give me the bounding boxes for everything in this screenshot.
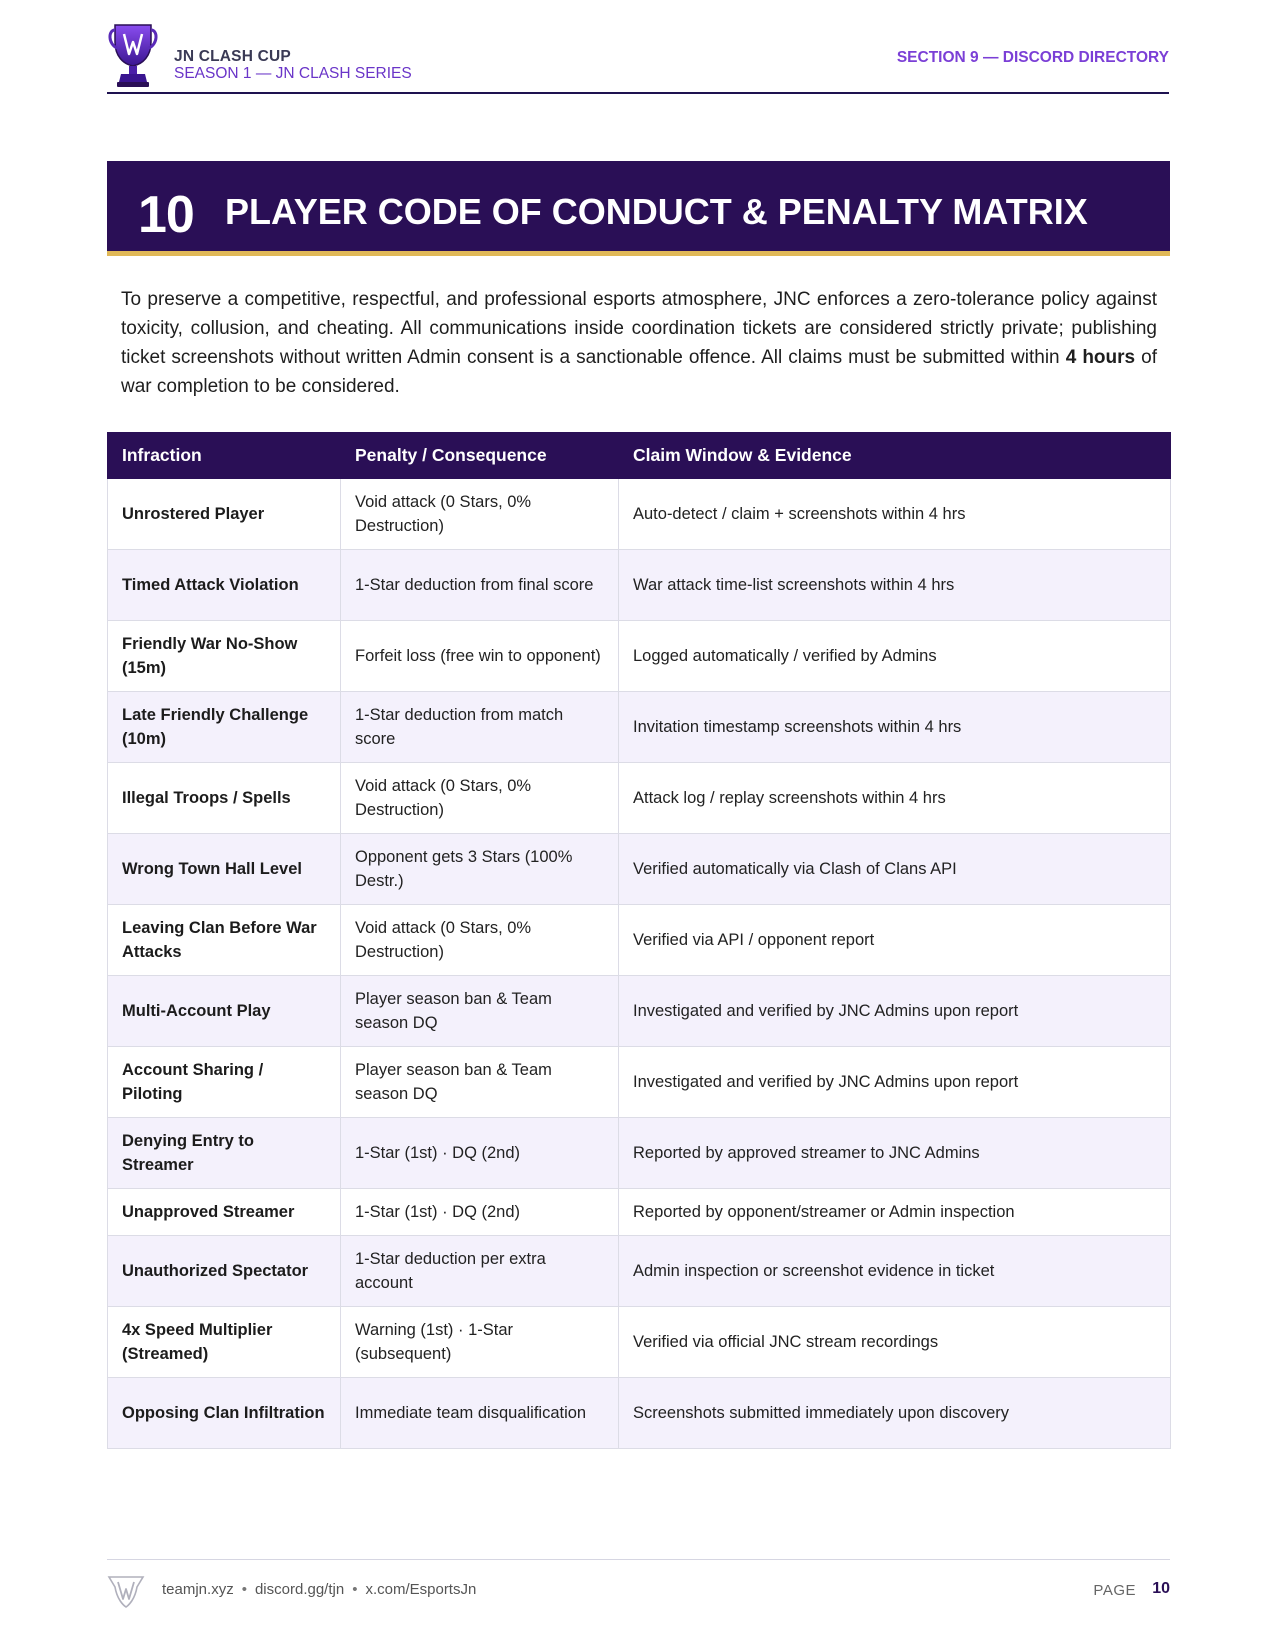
table-row (108, 1047, 1171, 1118)
brand-subtitle: SEASON 1 — JN CLASH SERIES (174, 65, 412, 82)
table-row (108, 1378, 1171, 1449)
table-row (108, 1307, 1171, 1378)
claim-cell: Investigated and verified by JNC Admins upon report (619, 976, 1171, 1047)
table-row (108, 692, 1171, 763)
penalty-cell: Warning (1st) · 1-Star (subsequent) (341, 1307, 619, 1378)
header-claim-window: Claim Window & Evidence (619, 433, 1171, 479)
table-row (108, 763, 1171, 834)
infraction-cell: Illegal Troops / Spells (108, 763, 341, 834)
footer-separator: • (241, 1581, 247, 1598)
footer-link-x[interactable]: x.com/EsportsJn (365, 1581, 477, 1598)
penalty-cell: 1-Star (1st) · DQ (2nd) (341, 1118, 619, 1189)
section-number: 10 (138, 186, 194, 244)
intro-text-after: of war completion to be considered. (121, 347, 1158, 397)
penalty-cell: 1-Star deduction per extra account (341, 1236, 619, 1307)
table-row (108, 1236, 1171, 1307)
trophy-logo-icon (107, 22, 159, 88)
claim-cell: Auto-detect / claim + screenshots within 4 hrs (619, 479, 1171, 550)
infraction-cell: Account Sharing / Piloting (108, 1047, 341, 1118)
infraction-cell: Opposing Clan Infiltration (108, 1378, 341, 1449)
penalty-cell: 1-Star (1st) · DQ (2nd) (341, 1189, 619, 1236)
penalty-matrix-table (107, 432, 1171, 1449)
claim-cell: Admin inspection or screenshot evidence in ticket (619, 1236, 1171, 1307)
penalty-cell: 1-Star deduction from final score (341, 550, 619, 621)
jn-emblem-icon (107, 1573, 145, 1609)
claim-cell: Investigated and verified by JNC Admins upon report (619, 1047, 1171, 1118)
infraction-cell: Timed Attack Violation (108, 550, 341, 621)
infraction-cell: Unrostered Player (108, 479, 341, 550)
penalty-cell: Forfeit loss (free win to opponent) (341, 621, 619, 692)
infraction-cell: Unapproved Streamer (108, 1189, 341, 1236)
brand-title: JN CLASH CUP (174, 48, 291, 65)
claim-cell: Reported by approved streamer to JNC Admins (619, 1118, 1171, 1189)
table-row (108, 905, 1171, 976)
penalty-cell: Void attack (0 Stars, 0% Destruction) (341, 905, 619, 976)
claim-cell: Verified automatically via Clash of Clans API (619, 834, 1171, 905)
table-header-row (108, 433, 1171, 479)
claim-cell: Verified via API / opponent report (619, 905, 1171, 976)
infraction-cell: Leaving Clan Before War Attacks (108, 905, 341, 976)
infraction-cell: Late Friendly Challenge (10m) (108, 692, 341, 763)
intro-text-bold: 4 hours (1065, 347, 1136, 368)
infraction-cell: Wrong Town Hall Level (108, 834, 341, 905)
table-row (108, 976, 1171, 1047)
penalty-cell: Void attack (0 Stars, 0% Destruction) (341, 763, 619, 834)
header-infraction: Infraction (108, 433, 341, 479)
penalty-cell: Immediate team disqualification (341, 1378, 619, 1449)
penalty-cell: Opponent gets 3 Stars (100% Destr.) (341, 834, 619, 905)
infraction-cell: Unauthorized Spectator (108, 1236, 341, 1307)
penalty-cell: Player season ban & Team season DQ (341, 1047, 619, 1118)
penalty-cell: Void attack (0 Stars, 0% Destruction) (341, 479, 619, 550)
penalty-cell: 1-Star deduction from match score (341, 692, 619, 763)
footer-link-discord[interactable]: discord.gg/tjn (254, 1581, 345, 1598)
table-row (108, 1189, 1171, 1236)
claim-cell: Logged automatically / verified by Admins (619, 621, 1171, 692)
section-title-band (107, 161, 1170, 256)
table-row (108, 479, 1171, 550)
table-row (108, 834, 1171, 905)
footer-links (162, 1581, 476, 1598)
table-row (108, 1118, 1171, 1189)
infraction-cell: Friendly War No-Show (15m) (108, 621, 341, 692)
claim-cell: Attack log / replay screenshots within 4 hrs (619, 763, 1171, 834)
claim-cell: Reported by opponent/streamer or Admin inspection (619, 1189, 1171, 1236)
page-label: PAGE (1093, 1582, 1136, 1599)
claim-cell: Verified via official JNC stream recordings (619, 1307, 1171, 1378)
table-row (108, 621, 1171, 692)
page-header (107, 22, 1169, 94)
infraction-cell: Multi-Account Play (108, 976, 341, 1047)
infraction-cell: 4x Speed Multiplier (Streamed) (108, 1307, 341, 1378)
footer-link-website[interactable]: teamjn.xyz (162, 1581, 234, 1598)
intro-paragraph (121, 285, 1157, 401)
page-title: PLAYER CODE OF CONDUCT & PENALTY MATRIX (225, 191, 1088, 232)
penalty-cell: Player season ban & Team season DQ (341, 976, 619, 1047)
header-penalty: Penalty / Consequence (341, 433, 619, 479)
page-number: 10 (1152, 1580, 1170, 1597)
claim-cell: Invitation timestamp screenshots within 4 hrs (619, 692, 1171, 763)
infraction-cell: Denying Entry to Streamer (108, 1118, 341, 1189)
table-row (108, 550, 1171, 621)
claim-cell: War attack time-list screenshots within 4 hrs (619, 550, 1171, 621)
section-label: SECTION 9 — DISCORD DIRECTORY (896, 49, 1169, 66)
claim-cell: Screenshots submitted immediately upon discovery (619, 1378, 1171, 1449)
intro-text-before: To preserve a competitive, respectful, and professional esports atmosphere, JNC enforces a zero-tolerance policy against toxicity, collusion, and cheating. All communications inside coordination tickets are considered strictly private; publishing ticket screenshots without written Admin consent is a sanctionable offence. All claims must be submitted within (121, 289, 1157, 368)
page-footer (107, 1559, 1170, 1609)
footer-separator: • (352, 1581, 358, 1598)
